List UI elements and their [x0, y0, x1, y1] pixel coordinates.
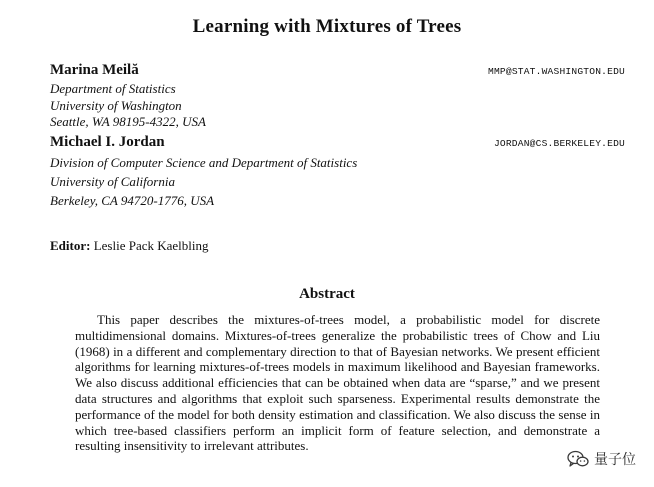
author-affiliation-2-line-1: Division of Computer Science and Department of Statistics — [50, 155, 358, 170]
abstract-heading: Abstract — [299, 286, 355, 302]
editor-name: Leslie Pack Kaelbling — [93, 238, 209, 253]
watermark-text: 量子位 — [594, 452, 636, 468]
author-block-1 — [50, 62, 625, 131]
author-affiliation-2-line-2: University of California — [50, 174, 175, 189]
paper-title: Learning with Mixtures of Trees — [192, 16, 462, 37]
abstract-text: This paper describes the mixtures-of-trees model, a probabilistic model for discrete multidimensional domains. Mixtures-of-trees generalize the probabilistic trees of Chow and Liu (1968) in a different and complementary direction to that of Bayesian networks. We present efficient algorithms for learning mixtures-of-trees models in maximum likelihood and Bayesian frameworks. We also discuss additional efficiencies that can be obtained when data are “sparse,” and we present data structures and algorithms that exploit such sparseness. Experimental results demonstrate the performance of the model for both density estimation and classification. We also discuss the sense in which tree-based classifiers perform an implicit form of feature selection, and demonstrate a resulting insensitivity to irrelevant attributes. — [75, 312, 600, 454]
author-name-2: Michael I. Jordan — [50, 134, 165, 150]
author-affiliation-1-line-3: Seattle, WA 98195-4322, USA — [50, 114, 206, 129]
wechat-logo-icon — [567, 450, 589, 468]
author-name-1: Marina Meilă — [50, 62, 139, 78]
watermark — [567, 449, 636, 469]
author-affiliation-2-line-3: Berkeley, CA 94720-1776, USA — [50, 193, 215, 208]
editor-label: Editor: — [50, 238, 91, 253]
author-email-2: JORDAN@CS.BERKELEY.EDU — [493, 138, 625, 149]
author-affiliation-1-line-1: Department of Statistics — [50, 81, 176, 96]
author-email-1: MMP@STAT.WASHINGTON.EDU — [487, 66, 625, 77]
author-affiliation-1-line-2: University of Washington — [50, 97, 182, 113]
author-block-2 — [50, 134, 625, 210]
editor-line — [50, 238, 209, 254]
